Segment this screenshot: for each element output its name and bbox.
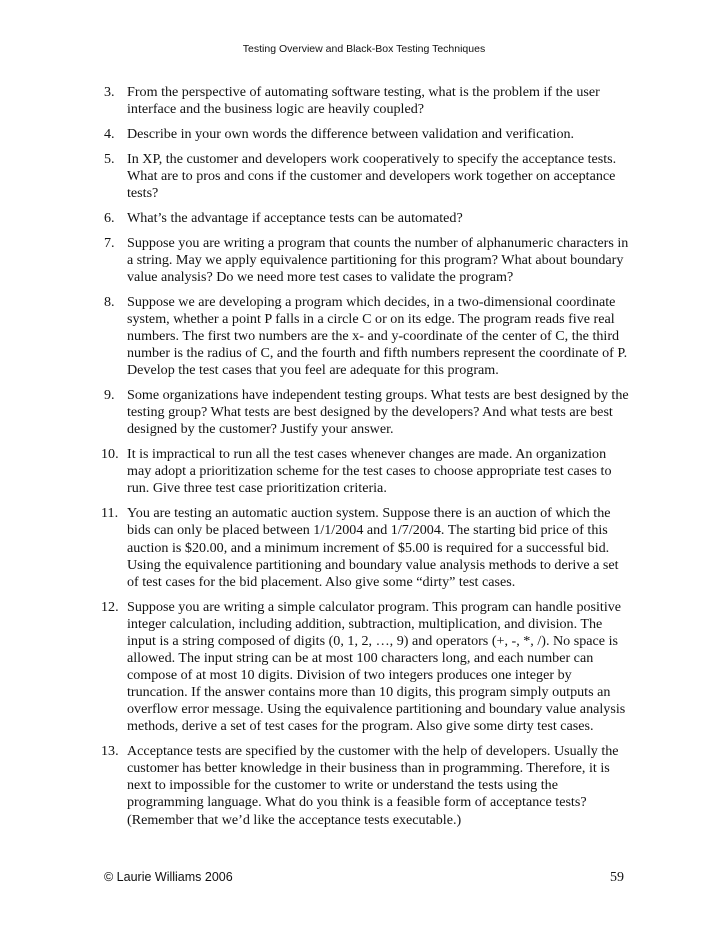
page-number: 59 (610, 870, 624, 885)
question-number: 8. (104, 293, 115, 310)
question-text: You are testing an automatic auction system. Suppose there is an auction of which the bids can only be placed between 1/1/2004 and 1/7/2004. The starting bid price of this auction is $20.00, and a minimum increment of $5.00 is required for a successful bid. Using the equivalence partitioning and boundary value analysis methods to derive a set of test cases for the bid placement. Also give some “dirty” test cases. (127, 505, 619, 590)
question-item (104, 84, 630, 118)
question-item (104, 294, 630, 379)
question-number: 12. (101, 598, 119, 615)
question-text: Suppose you are writing a program that counts the number of alphanumeric characters in a string. May we apply equivalence partitioning for this program? What about boundary value analysis? Do we need more test cases to validate the program? (127, 234, 629, 286)
question-text: Some organizations have independent testing groups. What tests are best designed by the testing group? What tests are best designed by the developers? And what tests are best designed by the customer? Justify your answer. (127, 387, 629, 438)
question-text: What’s the advantage if acceptance tests can be automated? (127, 209, 463, 226)
running-header: Testing Overview and Black-Box Testing Techniques (242, 43, 486, 55)
question-number: 7. (104, 234, 115, 251)
question-text: Describe in your own words the difference between validation and verification. (127, 125, 575, 142)
question-text: Suppose we are developing a program which decides, in a two-dimensional coordinate system, whether a point P falls in a circle C or on its edge. The program reads five real numbers. The first two numbers are the x- and y-coordinate of the center of C, the third number is the radius of C, and the fourth and fifth numbers represent the coordinate of P. Develop the test cases that you feel are adequate for this program. (127, 293, 628, 379)
question-item (101, 598, 630, 736)
question-item (104, 126, 630, 143)
question-number: 4. (104, 125, 115, 142)
question-item (104, 235, 630, 286)
question-number: 5. (104, 150, 115, 167)
question-number: 3. (104, 84, 115, 100)
question-text: Suppose you are writing a simple calculator program. This program can handle positive integer calculation, including addition, subtraction, multiplication, and division. The input is a string composed of digits (0, 1, 2, …, 9) and operators (+, -, *, /). No space is allowed. The input string can be at most 100 characters long, and each number can compose of at most 10 digits. Division of two integers produces one integer by truncation. If the answer contains more than 10 digits, this program simply outputs an overflow error message. Using the equivalence partitioning and boundary value analysis methods, derive a set of test cases for the program. Also give some dirty test cases. (127, 598, 626, 735)
question-item (101, 743, 630, 828)
question-text: Acceptance tests are specified by the customer with the help of developers. Usually the customer has better knowledge in their business than in programming. Therefore, it is next to impossible for the customer to write or understand the tests using the programming language. What do you think is a feasible form of acceptance tests? (Remember that we’d like the acceptance tests executable.) (127, 743, 619, 828)
question-number: 6. (104, 209, 115, 226)
question-item (101, 446, 630, 497)
question-number: 10. (101, 446, 119, 463)
question-text: In XP, the customer and developers work cooperatively to specify the acceptance tests. What are to pros and cons if the customer and developers work together on acceptance tests? (127, 150, 617, 202)
question-number: 13. (101, 743, 119, 760)
question-number: 11. (101, 505, 119, 522)
question-number: 9. (104, 387, 115, 404)
question-item (101, 505, 630, 590)
question-item (104, 387, 630, 438)
question-text: It is impractical to run all the test cases whenever changes are made. An organization may adopt a prioritization scheme for the test cases to choose appropriate test cases to run. Give three test case prioritization criteria. (127, 446, 612, 497)
question-item (104, 210, 630, 227)
question-item (104, 151, 630, 202)
question-text: From the perspective of automating software testing, what is the problem if the user interface and the business logic are heavily coupled? (127, 84, 600, 118)
footer-copyright: © Laurie Williams 2006 (104, 870, 233, 884)
question-list (101, 84, 630, 836)
